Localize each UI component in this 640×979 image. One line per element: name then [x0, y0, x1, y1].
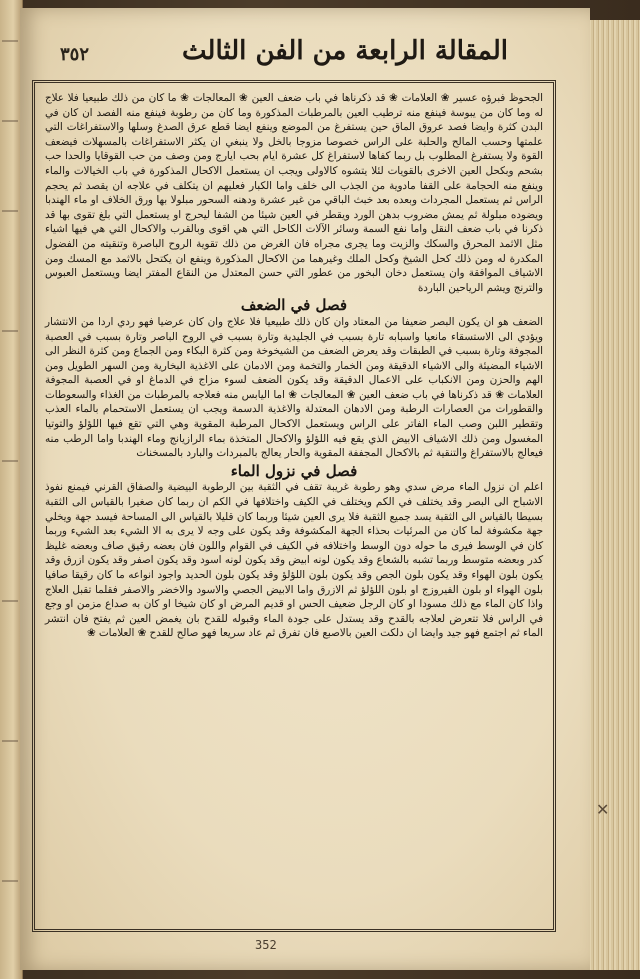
section-heading-weakness: فصل في الضعف: [240, 296, 348, 315]
page-number-bottom: 352: [255, 938, 277, 952]
text-column: [45, 91, 543, 921]
paragraph-1: الجحوظ فبرؤه عسير ❀ العلامات ❀ قد ذكرناها في باب ضعف العين ❀ المعالجات ❀ ما كان من ذلك طبيعيا فلا علاج له وما كان من يبوسة فينفع منه ترطيب العين بالمرطبات المذكورة وما كان من رطوبة فينفع منه الفصد ان كان في البدن كثرة وايضا فصد عروق الماق حين يستفرغ من الموضع وينفع ايضا قطع عرق الصدغ وسلها والاستفراغات التي علمتها وحسب المالح والحلبة على الراس خصوصا مزوجا بالخل ولا ينبغي ان يكثر الاستفراغات بالمسهلات فيضعف القوة ولا يستفرغ المطلوب بل ربما كفاها لاستفراغ كل عشرة ايام بحب ايارج ومن وصف من حب القوقايا والحدا حب بشحم وبكحل العين الاخرى بالقويات لئلا يتشوه كالاولى ويجب ان يستعمل الاكحال المذكورة في باب الخيالات والماء وينفع منه الحجامة على القفا مادوية من الجذب الى خلف واما الكبار فعليهم ان يتكلف في علاجه ان يقصد ثم يحجم الراس ثم يستعمل المجردات وبعده بعد خبث الباقي من غير عشرة ودهنه السحور مبلولا بها ورق الخلاف او ماء الهندبا ويضوده مبلولة ثم يمش مضروب بدهن الورد ويقطر في العين شيئا من الشفا ليحرج او يستعمل التي بلغ تقوى بها قد ذكرنا في باب ضعف النقل واما نفع السمة وسائر الآلات الكاحل التي هي اقوى وبالقرب والاكحال التي هي فيها اشياء مثل الاثمد المحرق والسكك والزيت وما يجرى مجراه فان الغرض من ذلك تقوية الروح الباصرة وتنقيته من الفضول المكدرة له ومن ذلك كحل الشيخ وكحل الملك وغيرهما من الاكحال المذكورة وينفع ان يكتحل بالاثمد مع المسك ومن الاشياف الموافقة وان يستعمل دخان البخور من عطور التي حسن المعتدل من النقاع المفتر ايضا ويستعمل العبوس والترنج ويشم الرياحين الباردة: [45, 92, 543, 294]
section-heading-cataract: فصل في نزول الماء: [230, 461, 358, 480]
manuscript-page: [20, 8, 590, 970]
paragraph-3: اعلم ان نزول الماء مرض سدي وهو رطوبة غريبة تقف في الثقبة بين الرطوبة البيضية والصفاق القرني فيمنع نفوذ الاشباح الى البصر وقد يختلف في الكم ويختلف في الكيف واختلافها في الكم ان ربما كان صغيرا بالقياس الى الثقبة بسيطا بالقياس الى الثقبة يسد جميع الثقبة فلا يرى العين شيئا وربما كان قليلا بالقياس الى المساحة فيسد جهة ويخلي جهة مكشوفة لما كان من المرئيات بحذاء الجهة المكشوفة وقد يكون على وجه لا يرى به الا الشيء بعد الشيء وربما كان في الوسط فيرى ما حوله دون الوسط واختلافه في الكيف في القوام واللون فان بعضه رقيق صاف وبعضه غليظ كدر وبعضه متوسط وربما تشبه بالشعاع وقد يكون لونه ابيض وقد يكون لونه اسود وقد يكون اصفر وقد يكون ازرق وقد يكون بلون الهواء وقد يكون بلون الجص وقد يكون بلون اللؤلؤ وقد يكون بلون الحديد واجود انواعه ما كان رقيقا صافيا بلون الهواء او بلون الفيروزج او بلون اللؤلؤ ثم الازرق واما الابيض الجصي والاسود والاخضر والاصفر فقلما تقبل العلاج واذا كان الماء مع ذلك مسودا او كان الرجل ضعيف الحس او قديم المرض او كان شيخا او كان به صداع مزمن او وجع في الراس فلا تتعرض لعلاجه بالقدح وقد يستدل على جودة الماء وقبوله للقدح بان يغمض العين ثم يفتح فان انتشر الماء ثم اجتمع فهو جيد وايضا ان دلكت العين بالاصبع فان تفرق ثم عاد سريعا فهو صالح للقدح ❀ العلامات ❀: [45, 481, 543, 640]
text-frame: [32, 80, 556, 932]
page-header: [60, 30, 570, 76]
paragraph-2: الضعف هو ان يكون البصر ضعيفا من المعتاد وان كان ذلك طبيعيا فلا علاج وان كان عرضيا فهو ردي اردا من الانتشار ويؤدي الى الاستسقاء مانعيا واسبابه تارة بسبب في الجليدية وتارة بسبب في الروح الباصر وتارة بسبب في العصبة المجوفة وتارة بسبب في الطبقات وقد يعرض الضعف من الشيخوخة ومن كثرة البكاء ومن الجماع ومن كثرة النظر الى الاشياء المضيئة والى الاشياء الدقيقة ومن الخمار والتخمة ومن الادمان على الاغذية البخارية ومن السهر الطويل ومن الهم والحزن ومن الانكباب على الاعمال الدقيقة وقد يكون الضعف لسوء مزاج في الدماغ او في العصبة المجوفة العلامات ❀ قد ذكرناها في باب ضعف العين ❀ المعالجات ❀ اما اليابس منه فعلاجه بالمرطبات من الغذاء والسعوطات والقطورات من العصارات الرطبة ومن الادهان المعتدلة والاغذية الدسمة ويجب ان يستعمل الاستحمام بالماء العذب وتقطير اللبن وصب الماء الفاتر على الراس ويستعمل الاكحال المرطبة المقوية وهي التي تقع فيها اللؤلؤ والتوتيا المغسول ومن ذلك الاشياف الابيض الذي يقع فيه اللؤلؤ والاكحال المتخذة بماء الرازيانج وماء الهندبا واما الرطب منه فيعالج بالاستفراغ والتنقية ثم بالاكحال المجففة المقوية والحار يعالج بالمبردات والبارد بالمسخنات: [45, 315, 543, 460]
page-stack-edge: [585, 20, 640, 970]
page-number-top: ٣٥٢: [60, 44, 90, 65]
running-title: المقالة الرابعة من الفن الثالث: [182, 36, 508, 66]
margin-cross-mark-icon: ✕: [596, 800, 610, 819]
